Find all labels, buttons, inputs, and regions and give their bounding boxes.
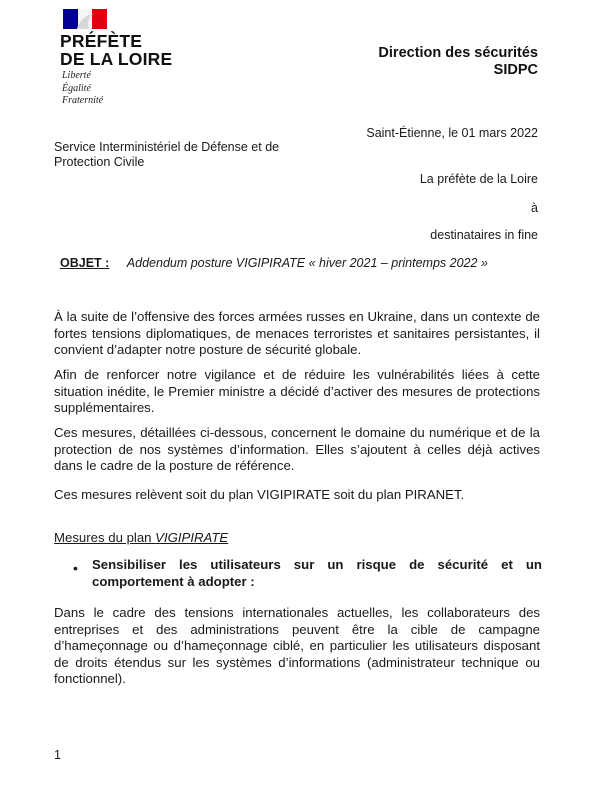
bullet-marker: • (73, 560, 78, 576)
recipients: destinataires in fine (430, 228, 538, 242)
object-line (60, 256, 488, 270)
marianne-flag-logo (63, 9, 107, 29)
sender: La préfète de la Loire (419, 172, 538, 186)
prefecture-line-1: PRÉFÈTE (60, 31, 143, 51)
service-line-1: Service Interministériel de Défense et de (54, 140, 280, 154)
motto-liberte: Liberté (62, 70, 91, 81)
unit-name: SIDPC (493, 62, 538, 78)
object-text: Addendum posture VIGIPIRATE « hiver 2021 – printemps 2022 » (126, 256, 488, 270)
section-plan-name: VIGIPIRATE (155, 530, 229, 545)
motto-fraternite: Fraternité (62, 95, 104, 106)
prefecture-title (60, 32, 172, 68)
letter-date: Saint-Étienne, le 01 mars 2022 (366, 126, 538, 140)
prefecture-line-2: DE LA LOIRE (60, 49, 173, 69)
paragraph-3: Ces mesures, détaillées ci-dessous, concernent le domaine du numérique et de la protection de nos systèmes d’information. Elles s’ajoutent à celles déjà actives dans le cadre de la posture de référence. (54, 425, 540, 473)
paragraph-4: Ces mesures relèvent soit du plan VIGIPIRATE soit du plan PIRANET. (54, 487, 465, 502)
republic-motto (62, 70, 103, 108)
paragraph-1: À la suite de l’offensive des forces armées russes en Ukraine, dans un contexte de fortes tensions diplomatiques, de menaces terroristes et sanitaires persistantes, il convient d’adapter notre posture de sécurité globale. (54, 309, 540, 357)
direction-name: Direction des sécurités (378, 45, 538, 61)
service-line-2: Protection Civile (54, 155, 145, 169)
section-prefix: Mesures du plan (54, 530, 156, 545)
paragraph-2: Afin de renforcer notre vigilance et de réduire les vulnérabilités liées à cette situation inédite, le Premier ministre a décidé d’activer des mesures de protections supplémentaires. (54, 367, 540, 415)
to-marker: à (531, 201, 538, 215)
paragraph-5: Dans le cadre des tensions internationales actuelles, les collaborateurs des entreprises et des administrations peuvent être la cible de campagne d’hameçonnage ou d’hameçonnage ciblé, en particulier les utilisateurs disposant de droits étendus sur les systèmes d’informations (administrateur technique ou fonctionnel). (54, 605, 540, 686)
page-number: 1 (54, 748, 61, 762)
direction-header (378, 45, 538, 79)
service-name (54, 140, 279, 170)
section-heading (54, 530, 228, 545)
motto-egalite: Égalité (62, 82, 91, 94)
bullet-heading: Sensibiliser les utilisateurs sur un risque de sécurité et un comportement à adopter : (92, 557, 542, 589)
object-label: OBJET : (60, 256, 110, 270)
